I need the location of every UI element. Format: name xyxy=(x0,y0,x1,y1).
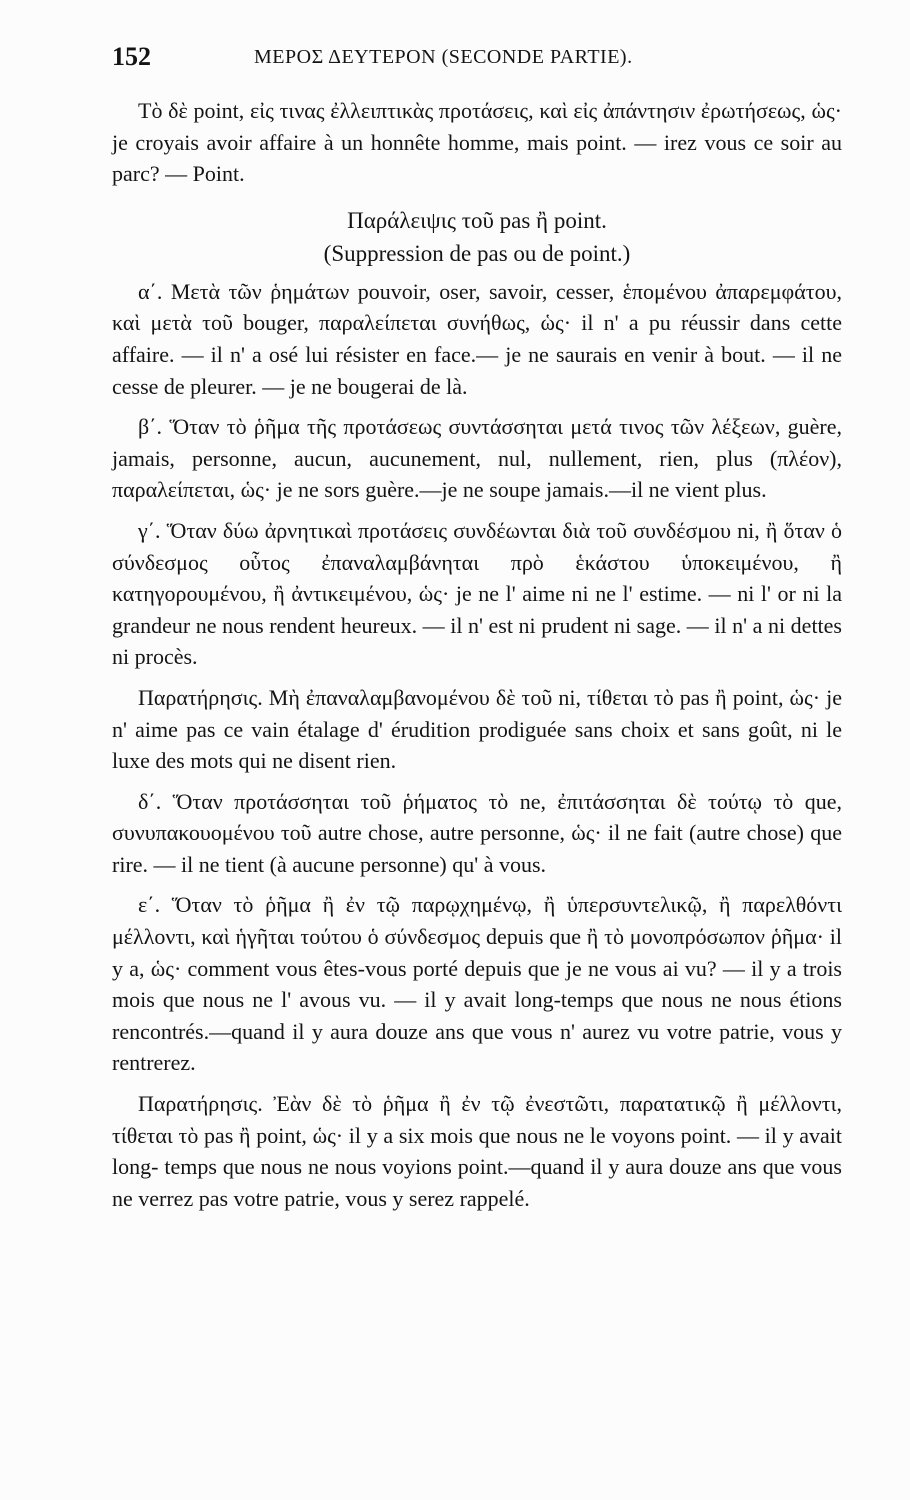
paragraph-gap xyxy=(112,1079,842,1088)
remark-paragraph-2: Παρατήρησις. Ἐὰν δὲ τὸ ῥῆμα ἢ ἐν τῷ ἐνεστῶτι, παρατατικῷ ἢ μέλλοντι, τίθεται τὸ pas ἢ point, ὡς· il y a six mois que nous ne le voyons point. — il y avait long- temps que nous ne nous voyions point.—quand il y aura douze ans que vous ne verrez pas votre patrie, vous y serez rappelé. xyxy=(112,1091,842,1211)
page-number: 152 xyxy=(112,42,151,71)
rule-beta-paragraph: β΄. Ὅταν τὸ ῥῆμα τῆς προτάσεως συντάσσηται μετά τινος τῶν λέξεων, guère, jamais, personne, aucun, aucunement, nul, nullement, rien, plus (πλέον), παραλείπεται, ὡς· je ne sors guère.—je ne soupe jamais.—il ne vient plus. xyxy=(112,414,842,503)
paragraph-gap xyxy=(112,506,842,515)
section-heading-greek: Παράλειψις τοῦ pas ἢ point. xyxy=(347,207,607,233)
remark-paragraph-1: Παρατήρησις. Μὴ ἐπαναλαμβανομένου δὲ τοῦ ni, τίθεται τὸ pas ἢ point, ὡς· je n' aime pas ce vain étalage d' érudition prodiguée sans choix et sans goût, ni le luxe des mots qui ne disent rien. xyxy=(112,684,842,774)
running-head: ΜΕΡΟΣ ΔΕΥΤΕΡΟΝ (SECONDE PARTIE). xyxy=(254,46,633,68)
paragraph-gap xyxy=(112,777,842,786)
page-header xyxy=(112,42,852,82)
rule-alpha-paragraph: α΄. Μετὰ τῶν ῥημάτων pouvoir, oser, savoir, cesser, ἑπομένου ἀπαρεμφάτου, καὶ μετὰ τοῦ bouger, παραλείπεται συνήθως, ὡς· il n' a pu réussir dans cette affaire. — il n' a osé lui résister en face.— je ne saurais en venir à bout. — il ne cesse de pleurer. — je ne bougerai de là. xyxy=(112,278,842,399)
page-body xyxy=(112,95,842,1214)
intro-paragraph: Τὸ δὲ point, εἰς τινας ἐλλειπτικὰς προτάσεις, καὶ εἰς ἀπάντησιν ἐρωτήσεως, ὡς· je croyais avoir affaire à un honnête homme, mais point. — irez vous ce soir au parc? — Point. xyxy=(112,98,842,187)
paragraph-gap xyxy=(112,673,842,682)
rule-delta-paragraph: δ΄. Ὅταν προτάσσηται τοῦ ῥήματος τὸ ne, ἐπιτάσσηται δὲ τούτῳ τὸ que, συνυπακουομένου τοῦ autre chose, autre personne, ὡς· il ne fait (autre chose) que rire. — il ne tient (à aucune personne) qu' à vous. xyxy=(112,788,842,877)
rule-epsilon-paragraph: ε΄. Ὅταν τὸ ῥῆμα ἢ ἐν τῷ παρῳχημένῳ, ἢ ὑπερσυντελικῷ, ἢ παρελθόντι μέλλοντι, καὶ ἡγῆται τούτου ὁ σύνδεσμος depuis que ἢ τὸ μονοπρόσωπον ῥῆμα· il y a, ὡς· comment vous êtes-vous porté depuis que je ne vous ai vu? — il y a trois mois que nous ne l' avous vu. — il y avait long-temps que nous ne nous étions rencontrés.—quand il y aura douze ans que vous n' aurez vu votre patrie, vous y rentrerez. xyxy=(112,892,842,1076)
paragraph-gap xyxy=(112,402,842,411)
paragraph-gap xyxy=(112,880,842,889)
rule-gamma-paragraph: γ΄. Ὅταν δύω ἀρνητικαὶ προτάσεις συνδέωνται διὰ τοῦ συνδέσμου ni, ἢ ὅταν ὁ σύνδεσμος οὗτος ἐπαναλαμβάνηται πρὸ ἑκάστου ὑποκειμένου, ἢ κατηγορουμένου, ἢ ἀντικειμένου, ὡς· je ne l' aime ni ne l' estime. — ni l' or ni la grandeur ne nous rendent heureux. — il n' est ni prudent ni sage. — il n' a ni dettes ni procès. xyxy=(112,517,842,670)
section-heading-french: (Suppression de pas ou de point.) xyxy=(323,240,631,266)
